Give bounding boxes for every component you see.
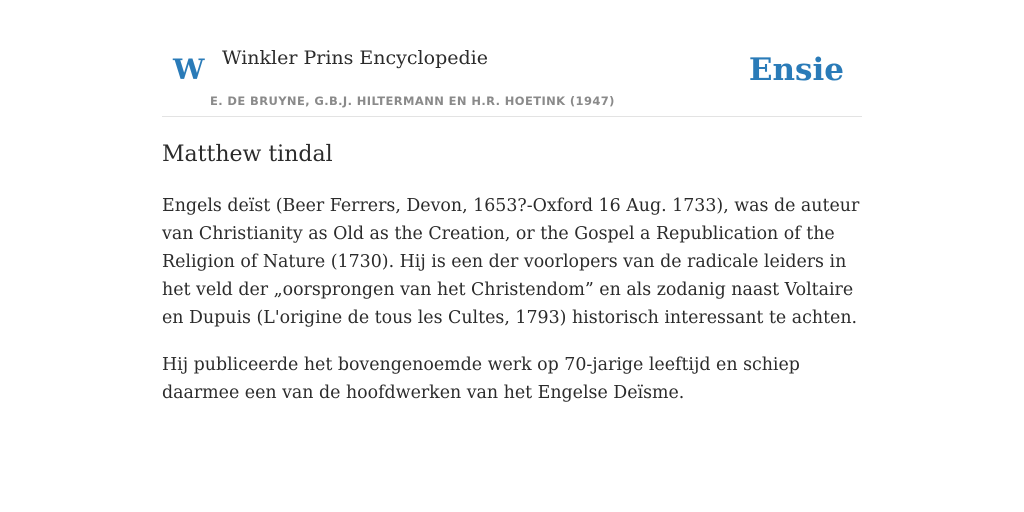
article <box>162 138 862 407</box>
source-authors: E. DE BRUYNE, G.B.J. HILTERMANN EN H.R. HOETINK (1947) <box>210 94 615 108</box>
source-title[interactable]: Winkler Prins Encyclopedie <box>222 47 488 69</box>
ensie-logo-link[interactable]: Ensie <box>748 52 844 88</box>
article-paragraph: Hij publiceerde het bovengenoemde werk op 70-jarige leeftijd en schiep daarmee een van de hoofdwerken van het Engelse Deïsme. <box>162 355 800 403</box>
source-header <box>162 0 862 117</box>
article-title: Matthew tindal <box>162 142 333 167</box>
article-paragraph: Engels deïst (Beer Ferrers, Devon, 1653?-Oxford 16 Aug. 1733), was de auteur van Christianity as Old as the Creation, or the Gospel a Republication of the Religion of Nature (1730). Hij is een der voorlopers van de radicale leiders in het veld der „oorsprongen van het Christendom” en als zodanig naast Voltaire en Dupuis (L'origine de tous les Cultes, 1793) historisch interessant te achten. <box>162 196 860 328</box>
winkler-prins-logo: W <box>173 53 205 86</box>
